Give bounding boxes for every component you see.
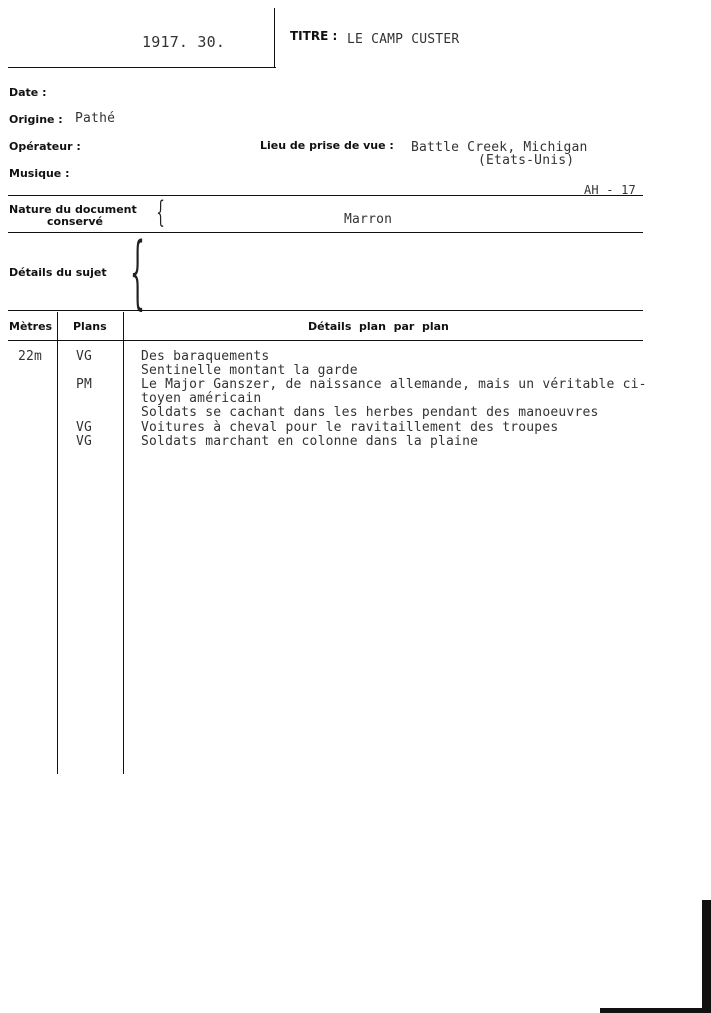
nature-value: Marron [344,212,393,227]
lieu-label: Lieu de prise de vue : [260,139,394,152]
details-sujet-bottom-rule [8,310,643,311]
operateur-label: Opérateur : [9,140,81,153]
table-header-metres: Mètres [9,320,53,333]
lieu-value-line1: Battle Creek, Michigan [411,140,588,155]
table-header-rule [8,340,643,341]
row-detail: Sentinelle montant la garde [141,363,358,378]
nature-top-rule [8,195,643,196]
nature-brace: { [156,195,165,230]
table-row [0,405,711,419]
origine-value: Pathé [75,111,116,126]
table-header-details: Détails plan par plan [308,320,449,333]
page-edge-shadow-bottom [600,1008,711,1013]
reference-number: 1917. 30. [142,33,226,51]
date-label: Date : [9,86,47,99]
musique-label: Musique : [9,167,70,180]
page-edge-shadow [702,900,711,1013]
row-plan: VG [76,420,93,435]
row-detail: Voitures à cheval pour le ravitaillement des troupes [141,420,559,435]
row-plan: VG [76,434,93,449]
table-header-plans: Plans [73,320,107,333]
document-code: AH - 17 [584,183,636,197]
table-row [0,349,711,363]
lieu-value-line2: (Etats-Unis) [478,153,575,168]
details-sujet-label: Détails du sujet [9,266,107,279]
row-plan: VG [76,349,93,364]
origine-label: Origine : [9,113,63,126]
titre-value: LE CAMP CUSTER [347,32,460,47]
row-detail: Soldats se cachant dans les herbes pendant des manoeuvres [141,405,599,420]
row-detail: Des baraquements [141,349,270,364]
titre-label: TITRE : [290,29,338,43]
nature-label-line1: Nature du document [9,203,137,216]
header-box-bottom-rule [8,67,276,68]
row-plan: PM [76,377,93,392]
table-row [0,377,711,391]
nature-bottom-rule [8,232,643,233]
table-row [0,434,711,448]
table-row [0,420,711,434]
table-row [0,363,711,377]
table-row [0,391,711,405]
details-sujet-brace: { [129,225,146,318]
nature-label-line2: conservé [47,215,103,228]
row-detail: Le Major Ganszer, de naissance allemande, mais un véritable ci- [141,377,647,392]
row-metres: 22m [18,349,43,364]
header-box-divider [274,8,275,68]
row-detail: toyen américain [141,391,262,406]
row-detail: Soldats marchant en colonne dans la plaine [141,434,479,449]
